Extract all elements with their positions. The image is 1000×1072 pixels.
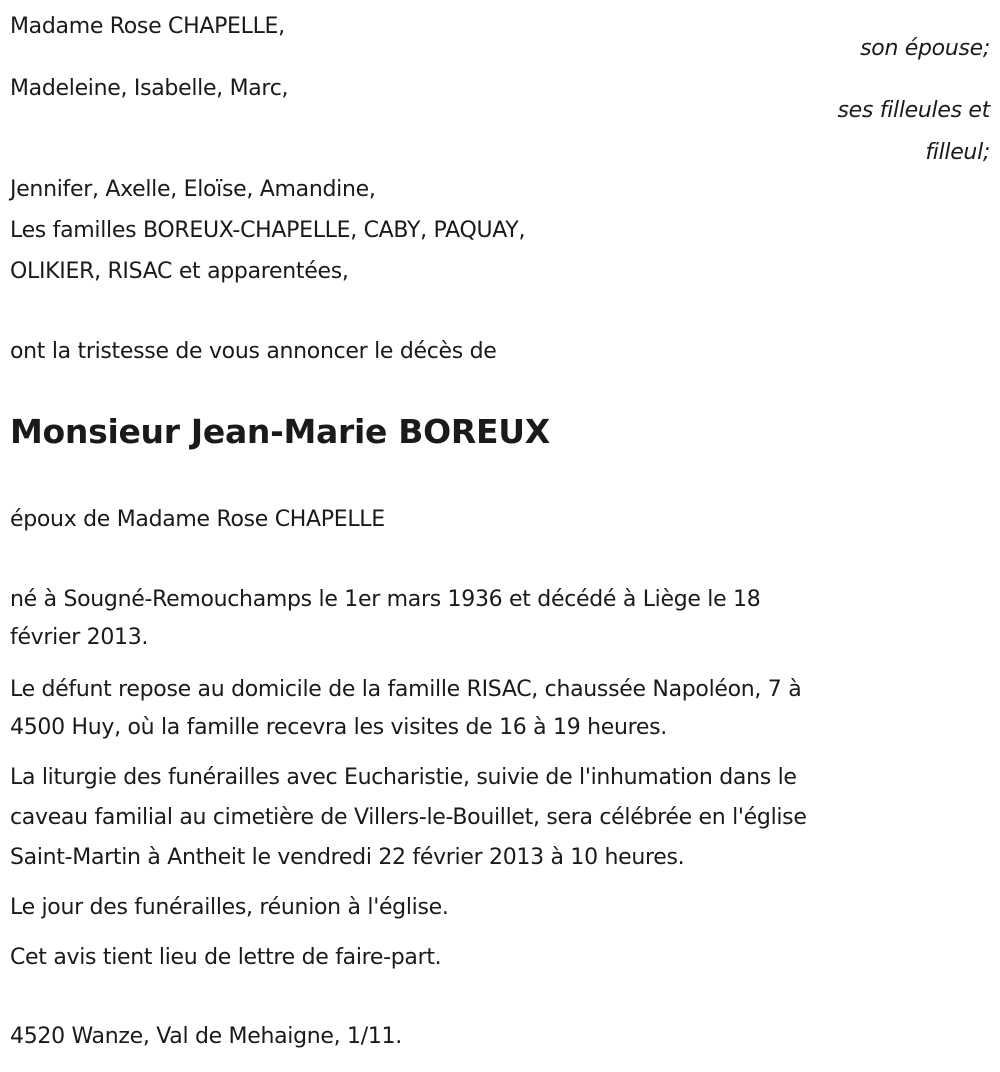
address: 4520 Wanze, Val de Mehaigne, 1/11. — [10, 1024, 402, 1049]
spouse-role: son épouse; — [860, 36, 990, 61]
liturgy-line: La liturgie des funérailles avec Eucharistie, suivie de l'inhumation dans le — [10, 765, 797, 790]
repose-line: Le défunt repose au domicile de la famille RISAC, chaussée Napoléon, 7 à — [10, 677, 802, 702]
spouse-name: Madame Rose CHAPELLE, — [10, 14, 285, 39]
godchildren-names: Madeleine, Isabelle, Marc, — [10, 76, 289, 101]
other-relatives-line: OLIKIER, RISAC et apparentées, — [10, 259, 349, 284]
birth-death-line: né à Sougné-Remouchamps le 1er mars 1936 et décédé à Liège le 18 — [10, 587, 761, 612]
liturgy-line: caveau familial au cimetière de Villers-le-Bouillet, sera célébrée en l'église — [10, 805, 807, 830]
birth-death-line: février 2013. — [10, 625, 149, 650]
reunion-line: Le jour des funérailles, réunion à l'église. — [10, 895, 449, 920]
spouse-of-text: époux de Madame Rose CHAPELLE — [10, 507, 385, 532]
announcement-text: ont la tristesse de vous annoncer le décès de — [10, 339, 497, 364]
godchildren-role-line2: filleul; — [925, 140, 990, 165]
notice-line: Cet avis tient lieu de lettre de faire-part. — [10, 945, 442, 970]
deceased-name: Monsieur Jean-Marie BOREUX — [10, 412, 550, 451]
liturgy-line: Saint-Martin à Antheit le vendredi 22 février 2013 à 10 heures. — [10, 845, 685, 870]
other-relatives-line: Les familles BOREUX-CHAPELLE, CABY, PAQUAY, — [10, 218, 526, 243]
other-relatives-line: Jennifer, Axelle, Eloïse, Amandine, — [10, 177, 376, 202]
godchildren-role-line1: ses filleules et — [837, 98, 990, 123]
repose-line: 4500 Huy, où la famille recevra les visites de 16 à 19 heures. — [10, 715, 667, 740]
